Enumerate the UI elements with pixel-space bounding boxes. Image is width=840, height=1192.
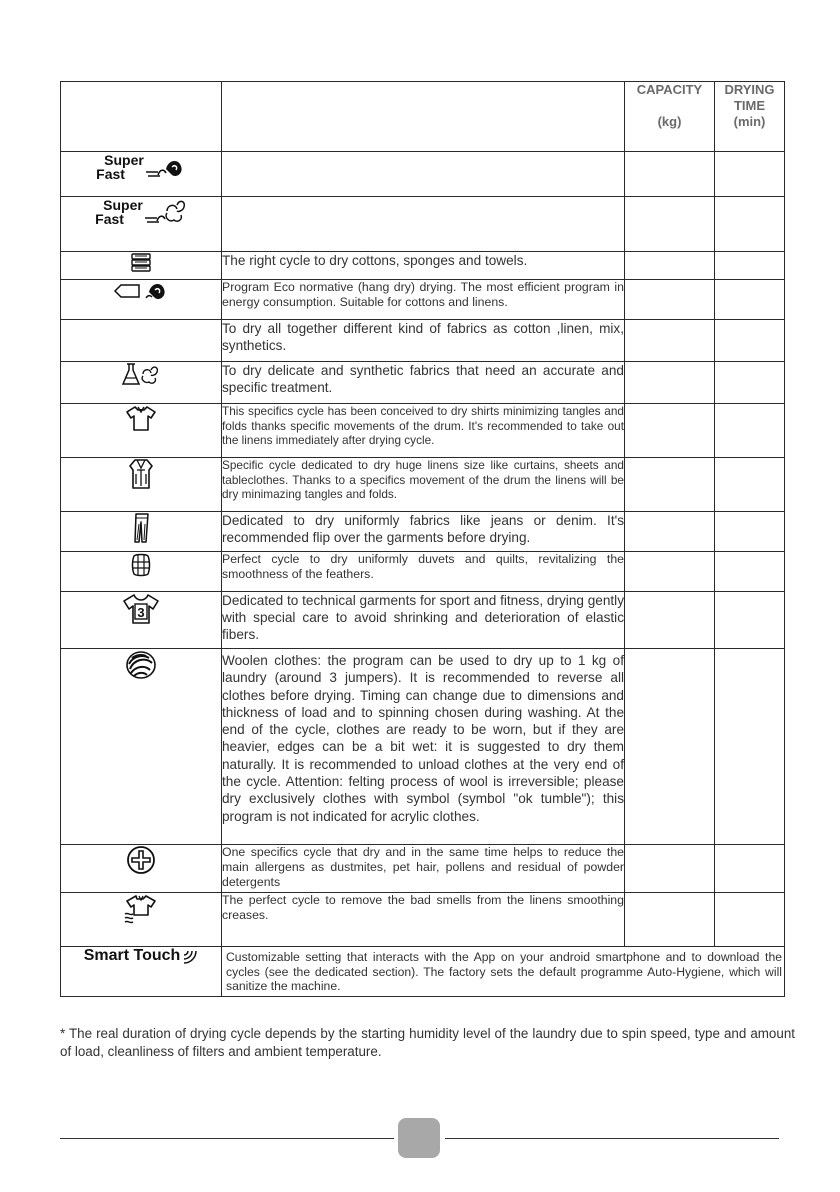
capacity-cell <box>625 649 715 845</box>
towels-icon <box>61 252 222 280</box>
duvet-icon <box>61 552 222 592</box>
svg-text:3: 3 <box>137 605 145 620</box>
program-description: This specifics cycle has been conceived to dry shirts minimizing tangles and folds thanks specific movements of the drum. It's recommended to take out the linens immediately after drying cycle. <box>222 404 625 458</box>
delicate-synthetic-icon <box>61 362 222 404</box>
time-label: TIME <box>733 98 766 113</box>
sport-3-icon <box>61 592 222 649</box>
capacity-header <box>625 82 715 152</box>
program-row <box>61 280 785 320</box>
drying-time-cell <box>715 280 785 320</box>
program-description: Woolen clothes: the program can be used to dry up to 1 kg of laundry (around 3 jumpers). It is recommended to reverse all clothes before drying. Timing can change due to dimensions and thickness of load and to spinning chosen during washing. At the end of the cycle, clothes are ready to be worn, but if they are heavier, edges can be a bit wet: it is suggested to dry them naturally. It is recommended to unload clothes at the very end of the cycle. Attention: felting process of wool is irreversible; please dry exclusively clothes with symbol (symbol "ok tumble"); this program is not indicated for acrylic clothes. <box>222 649 625 845</box>
capacity-cell <box>625 458 715 512</box>
mix-icon-cell <box>61 320 222 362</box>
program-description: The perfect cycle to remove the bad smells from the linens smoothing creases. <box>222 893 625 947</box>
footer-rule-right <box>445 1138 779 1139</box>
capacity-cell <box>625 404 715 458</box>
footer-rule-left <box>60 1138 394 1139</box>
program-description: To dry delicate and synthetic fabrics that need an accurate and specific treatment. <box>222 362 625 404</box>
smart-touch-logo: Smart Touch <box>84 947 199 965</box>
capacity-cell <box>625 280 715 320</box>
drying-time-cell <box>715 152 785 197</box>
drying-time-cell <box>715 893 785 947</box>
program-row <box>61 592 785 649</box>
super-fast-cotton-icon: Super Fast <box>61 152 222 197</box>
program-row <box>61 362 785 404</box>
capacity-unit: (kg) <box>657 114 682 129</box>
capacity-cell <box>625 362 715 404</box>
program-description: Program Eco normative (hang dry) drying. The most efficient program in energy consumption. Suitable for cottons and linens. <box>222 280 625 320</box>
program-description: Perfect cycle to dry uniformly duvets and quilts, revitalizing the smoothness of the feathers. <box>222 552 625 592</box>
program-description: Dedicated to technical garments for sport and fitness, drying gently with special care to avoid shrinking and deterioration of elastic fibers. <box>222 592 625 649</box>
drying-time-cell <box>715 552 785 592</box>
header-icon-cell <box>61 82 222 152</box>
header-desc-cell <box>222 82 625 152</box>
program-description: The right cycle to dry cottons, sponges and towels. <box>222 252 625 280</box>
program-row <box>61 649 785 845</box>
drying-time-cell <box>715 512 785 552</box>
drying-label: DRYING <box>724 82 775 97</box>
program-row <box>61 320 785 362</box>
capacity-cell <box>625 592 715 649</box>
program-description: One specifics cycle that dry and in the same time helps to reduce the main allergens as dustmites, pet hair, pollens and residual of powder detergents <box>222 845 625 893</box>
smart-touch-description: Customizable setting that interacts with the App on your android smartphone and to download the cycles (see the dedicated section). The factory sets the default programme Auto-Hygiene, which will sanitize the machine. <box>222 947 785 997</box>
smart-touch-row <box>61 947 785 997</box>
big-linens-icon <box>61 458 222 512</box>
allergy-care-icon <box>61 845 222 893</box>
program-row <box>61 252 785 280</box>
wool-icon <box>61 649 222 845</box>
refresh-shirt-icon <box>61 893 222 947</box>
program-row <box>61 845 785 893</box>
capacity-label: CAPACITY <box>636 82 703 97</box>
smart-touch-logo-cell <box>61 947 222 997</box>
program-row <box>61 512 785 552</box>
program-row <box>61 458 785 512</box>
program-row <box>61 893 785 947</box>
drying-time-cell <box>715 252 785 280</box>
capacity-cell <box>625 893 715 947</box>
capacity-cell <box>625 197 715 252</box>
header-row <box>61 82 785 152</box>
capacity-cell <box>625 512 715 552</box>
shirt-icon <box>61 404 222 458</box>
drying-unit: (min) <box>733 114 766 129</box>
drying-time-cell <box>715 649 785 845</box>
program-row <box>61 404 785 458</box>
program-description: To dry all together different kind of fabrics as cotton ,linen, mix, synthetics. <box>222 320 625 362</box>
super-fast-synthetic-icon: Super Fast <box>61 197 222 252</box>
drying-time-cell <box>715 592 785 649</box>
capacity-cell <box>625 845 715 893</box>
capacity-cell <box>625 152 715 197</box>
program-description <box>222 152 625 197</box>
drying-time-footnote: * The real duration of drying cycle depends by the starting humidity level of the laundry due to spin speed, type and amount of load, cleanliness of filters and ambient temperature. <box>60 1026 795 1059</box>
program-row <box>61 197 785 252</box>
nfc-signal-icon <box>182 949 198 965</box>
capacity-cell <box>625 252 715 280</box>
eco-hang-dry-icon <box>61 280 222 320</box>
drying-time-cell <box>715 404 785 458</box>
program-row <box>61 152 785 197</box>
program-description: Dedicated to dry uniformly fabrics like jeans or denim. It's recommended flip over the garments before drying. <box>222 512 625 552</box>
drying-time-cell <box>715 458 785 512</box>
capacity-cell <box>625 320 715 362</box>
drying-time-cell <box>715 320 785 362</box>
program-description <box>222 197 625 252</box>
drying-time-header <box>715 82 785 152</box>
drying-time-cell <box>715 362 785 404</box>
program-description: Specific cycle dedicated to dry huge linens size like curtains, sheets and tableclothes. Thanks to a specifics movement of the drum the linens will be dry minimazing tangles and folds. <box>222 458 625 512</box>
capacity-cell <box>625 552 715 592</box>
page-number-badge <box>398 1118 440 1158</box>
program-row <box>61 552 785 592</box>
drying-time-cell <box>715 845 785 893</box>
jeans-icon <box>61 512 222 552</box>
programs-table <box>60 81 785 997</box>
drying-time-cell <box>715 197 785 252</box>
